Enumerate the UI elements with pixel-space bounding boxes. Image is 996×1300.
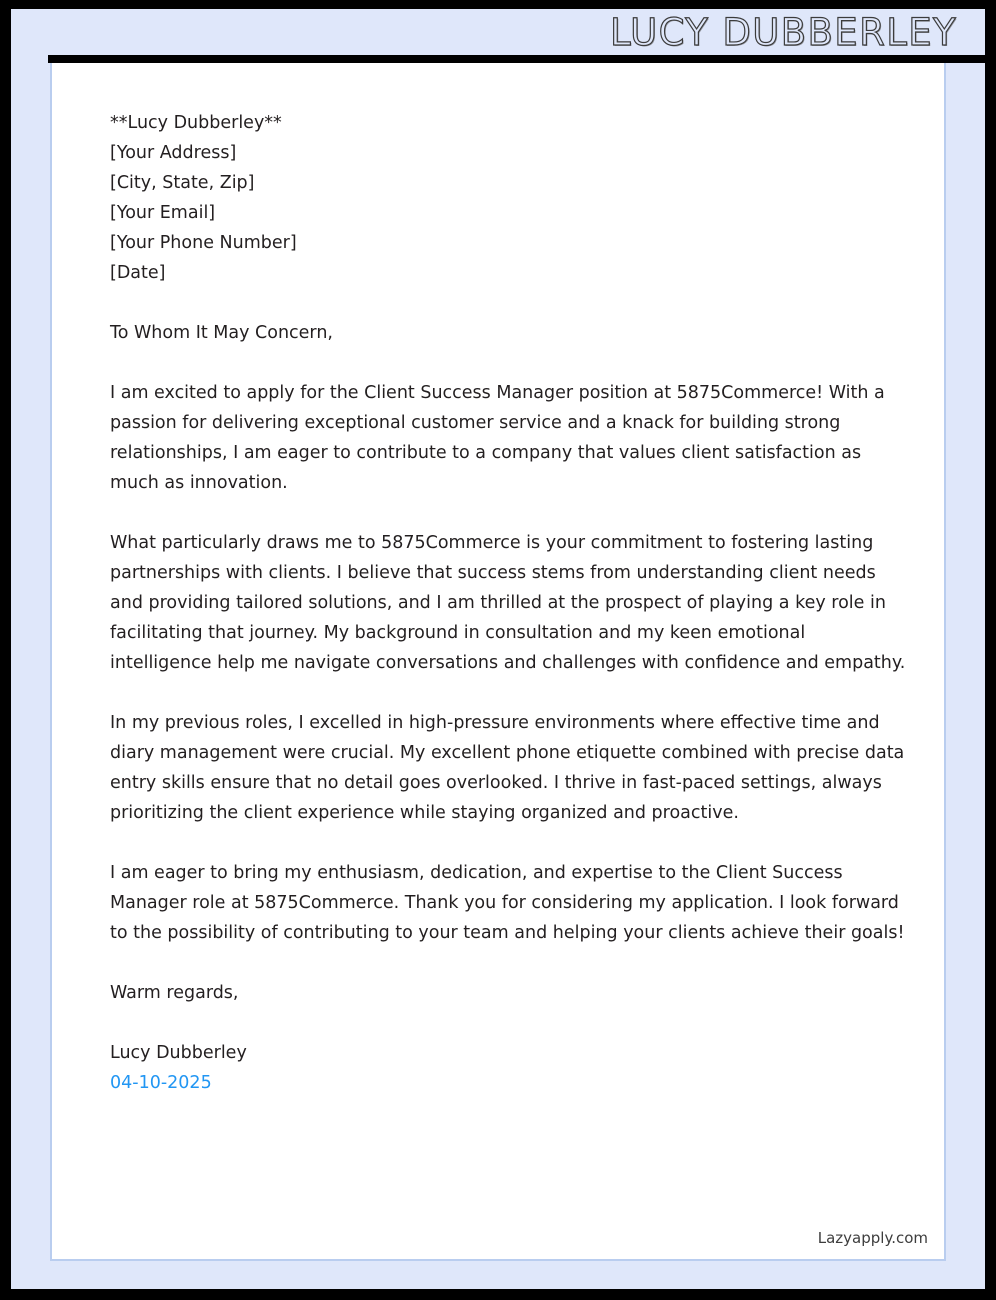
letter-body <box>110 108 910 1098</box>
spacer <box>110 288 910 318</box>
sender-line: [Your Phone Number] <box>110 233 297 253</box>
closing-salutation: Warm regards, <box>110 983 239 1003</box>
letter-paragraph-1: I am excited to apply for the Client Success Manager position at 5875Commerce! With a passion for delivering exceptional customer service and a knack for building strong relationships, I am eager to contribute to a company that values client satisfaction as much as innovation. <box>110 383 885 493</box>
sender-line: [City, State, Zip] <box>110 173 255 193</box>
signature-name: Lucy Dubberley <box>110 1043 247 1063</box>
letter-paragraph-3: In my previous roles, I excelled in high-pressure environments where effective time and diary management were crucial. My excellent phone etiquette combined with precise data entry skills ensure that no detail goes overlooked. I thrive in fast-paced settings, always prioritizing the client experience while staying organized and proactive. <box>110 713 905 823</box>
header-divider <box>48 55 985 63</box>
sender-line: **Lucy Dubberley** <box>110 113 282 133</box>
sender-line: [Your Email] <box>110 203 216 223</box>
signature-date: 04-10-2025 <box>110 1073 212 1093</box>
salutation: To Whom It May Concern, <box>110 323 333 343</box>
footer-watermark: Lazyapply.com <box>817 1229 928 1247</box>
letter-page <box>50 63 946 1261</box>
sender-address-block <box>110 108 910 288</box>
letter-paragraph-2: What particularly draws me to 5875Commerce is your commitment to fostering lasting partnerships with clients. I believe that success stems from understanding client needs and providing tailored solutions, and I am thrilled at the prospect of playing a key role in facilitating that journey. My background in consultation and my keen emotional intelligence help me navigate conversations and challenges with confidence and empathy. <box>110 533 906 673</box>
letter-paragraph-4: I am eager to bring my enthusiasm, dedication, and expertise to the Client Success Manager role at 5875Commerce. Thank you for considering my application. I look forward to the possibility of contributing to your team and helping your clients achieve their goals! <box>110 863 905 943</box>
sender-line: [Date] <box>110 263 166 283</box>
sender-line: [Your Address] <box>110 143 237 163</box>
page-title: LUCY DUBBERLEY <box>609 10 957 54</box>
document-header <box>11 9 985 55</box>
